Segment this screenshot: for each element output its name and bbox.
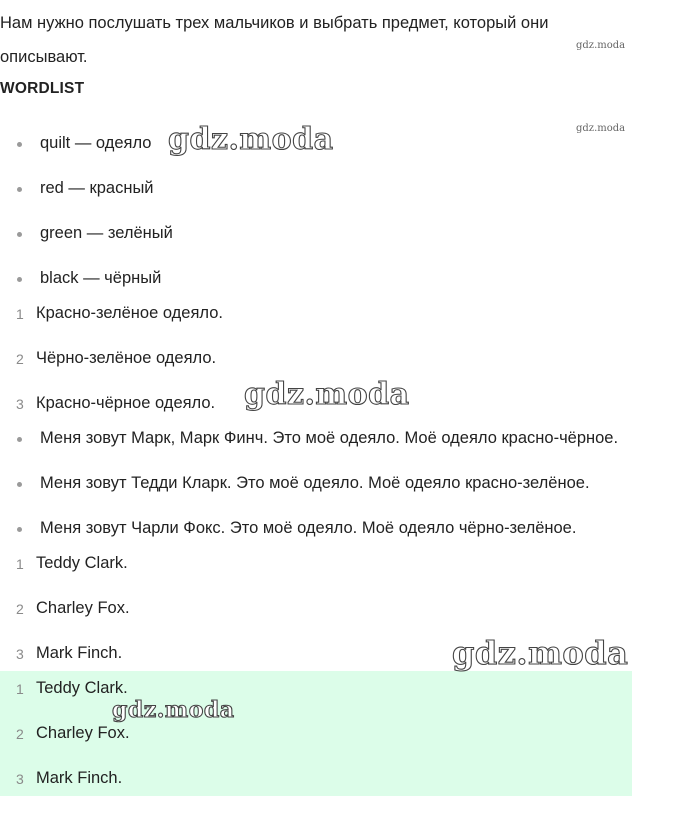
answer-number: 1: [16, 681, 24, 697]
transcript-item: Меня зовут Тедди Кларк. Это моё одеяло. Моё одеяло красно-зелёное.: [40, 474, 590, 492]
answer-number: 3: [16, 771, 24, 787]
bullet-icon: [17, 142, 22, 147]
watermark-logo: gdz.moda: [112, 697, 235, 723]
watermark-logo: gdz.moda: [244, 377, 410, 412]
name-text: Teddy Clark.: [36, 554, 128, 572]
option-text: Красно-чёрное одеяло.: [36, 394, 216, 412]
watermark-logo: gdz.moda: [168, 122, 334, 157]
bullet-icon: [17, 437, 22, 442]
watermark-logo: gdz.moda: [452, 634, 629, 672]
option-text: Красно-зелёное одеяло.: [36, 304, 223, 322]
name-number: 1: [16, 556, 24, 572]
transcript-item: Меня зовут Марк, Марк Финч. Это моё одеяло. Моё одеяло красно-чёрное.: [40, 429, 619, 447]
name-number: 2: [16, 601, 24, 617]
name-text: Mark Finch.: [36, 644, 123, 662]
wordlist-item: black — чёрный: [40, 269, 162, 287]
answer-text: Mark Finch.: [36, 769, 123, 787]
wordlist-heading: WORDLIST: [0, 80, 85, 97]
option-text: Чёрно-зелёное одеяло.: [36, 349, 217, 367]
option-number: 1: [16, 306, 24, 322]
wordlist-item: quilt — одеяло: [40, 134, 152, 152]
bullet-icon: [17, 187, 22, 192]
answer-number: 2: [16, 726, 24, 742]
name-text: Charley Fox.: [36, 599, 130, 617]
answer-text: Teddy Clark.: [36, 679, 128, 697]
intro-text: Нам нужно послушать трех мальчиков и выбрать предмет, который они описывают.: [0, 14, 549, 66]
watermark-small: gdz.moda: [576, 123, 626, 134]
wordlist-item: green — зелёный: [40, 224, 173, 242]
bullet-icon: [17, 482, 22, 487]
bullet-icon: [17, 277, 22, 282]
option-number: 2: [16, 351, 24, 367]
wordlist-item: red — красный: [40, 179, 154, 197]
bullet-icon: [17, 232, 22, 237]
bullet-icon: [17, 527, 22, 532]
watermark-small: gdz.moda: [576, 40, 626, 51]
transcript-item: Меня зовут Чарли Фокс. Это моё одеяло. Моё одеяло чёрно-зелёное.: [40, 519, 577, 537]
answer-text: Charley Fox.: [36, 724, 130, 742]
option-number: 3: [16, 396, 24, 412]
name-number: 3: [16, 646, 24, 662]
